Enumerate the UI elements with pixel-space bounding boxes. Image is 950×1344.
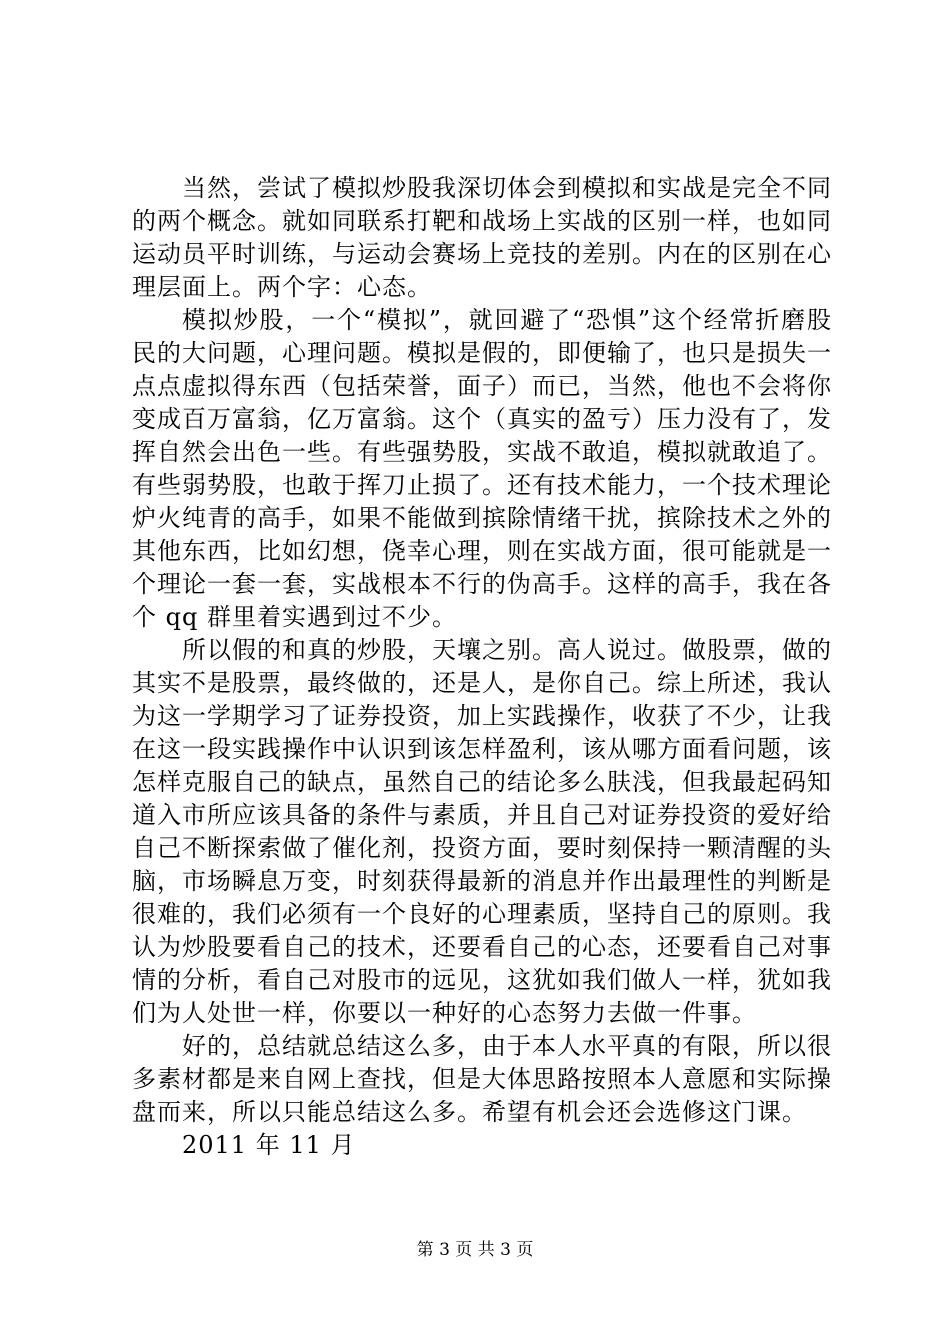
paragraph-4: 好的，总结就总结这么多，由于本人水平真的有限，所以很多素材都是来自网上查找，但是大体思路按照本人意愿和实际操盘而来，所以只能总结这么多。希望有机会还会选修这门课。 [132, 1032, 832, 1126]
paragraph-1: 当然，尝试了模拟炒股我深切体会到模拟和实战是完全不同的两个概念。就如同联系打靶和战场上实战的区别一样，也如同运动员平时训练，与运动会赛场上竞技的差别。内在的区别在心理层面上。两个字：心态。 [132, 174, 832, 301]
document-body [132, 172, 832, 1162]
page-footer: 第 3 页 共 3 页 [416, 1240, 534, 1260]
document-date: 2011 年 11 月 [182, 1131, 356, 1159]
paragraph-3: 所以假的和真的炒股，天壤之别。高人说过。做股票，做的其实不是股票，最终做的，还是人，是你自己。综上所述，我认为这一学期学习了证券投资，加上实践操作，收获了不少，让我在这一段实践操作中认识到该怎样盈利，该从哪方面看问题，该怎样克服自己的缺点，虽然自己的结论多么肤浅，但我最起码知道入市所应该具备的条件与素质，并且自己对证券投资的爱好给自己不断探索做了催化剂，投资方面，要时刻保持一颗清醒的头脑，市场瞬息万变，时刻获得最新的消息并作出最理性的判断是很难的，我们必须有一个良好的心理素质，坚持自己的原则。我认为炒股要看自己的技术，还要看自己的心态，还要看自己对事情的分析，看自己对股市的远见，这犹如我们做人一样，犹如我们为人处世一样，你要以一种好的心态努力去做一件事。 [132, 636, 832, 1027]
paragraph-2: 模拟炒股，一个“模拟”，就回避了“恐惧”这个经常折磨股民的大问题，心理问题。模拟是假的，即便输了，也只是损失一点点虚拟得东西（包括荣誉，面子）而已，当然，他也不会将你变成百万富翁，亿万富翁。这个（真实的盈亏）压力没有了，发挥自然会出色一些。有些强势股，实战不敢追，模拟就敢追了。有些弱势股，也敢于挥刀止损了。还有技术能力，一个技术理论炉火纯青的高手，如果不能做到摈除情绪干扰，摈除技术之外的其他东西，比如幻想，侥幸心理，则在实战方面，很可能就是一个理论一套一套，实战根本不行的伪高手。这样的高手，我在各个 qq 群里着实遇到过不少。 [132, 306, 832, 631]
